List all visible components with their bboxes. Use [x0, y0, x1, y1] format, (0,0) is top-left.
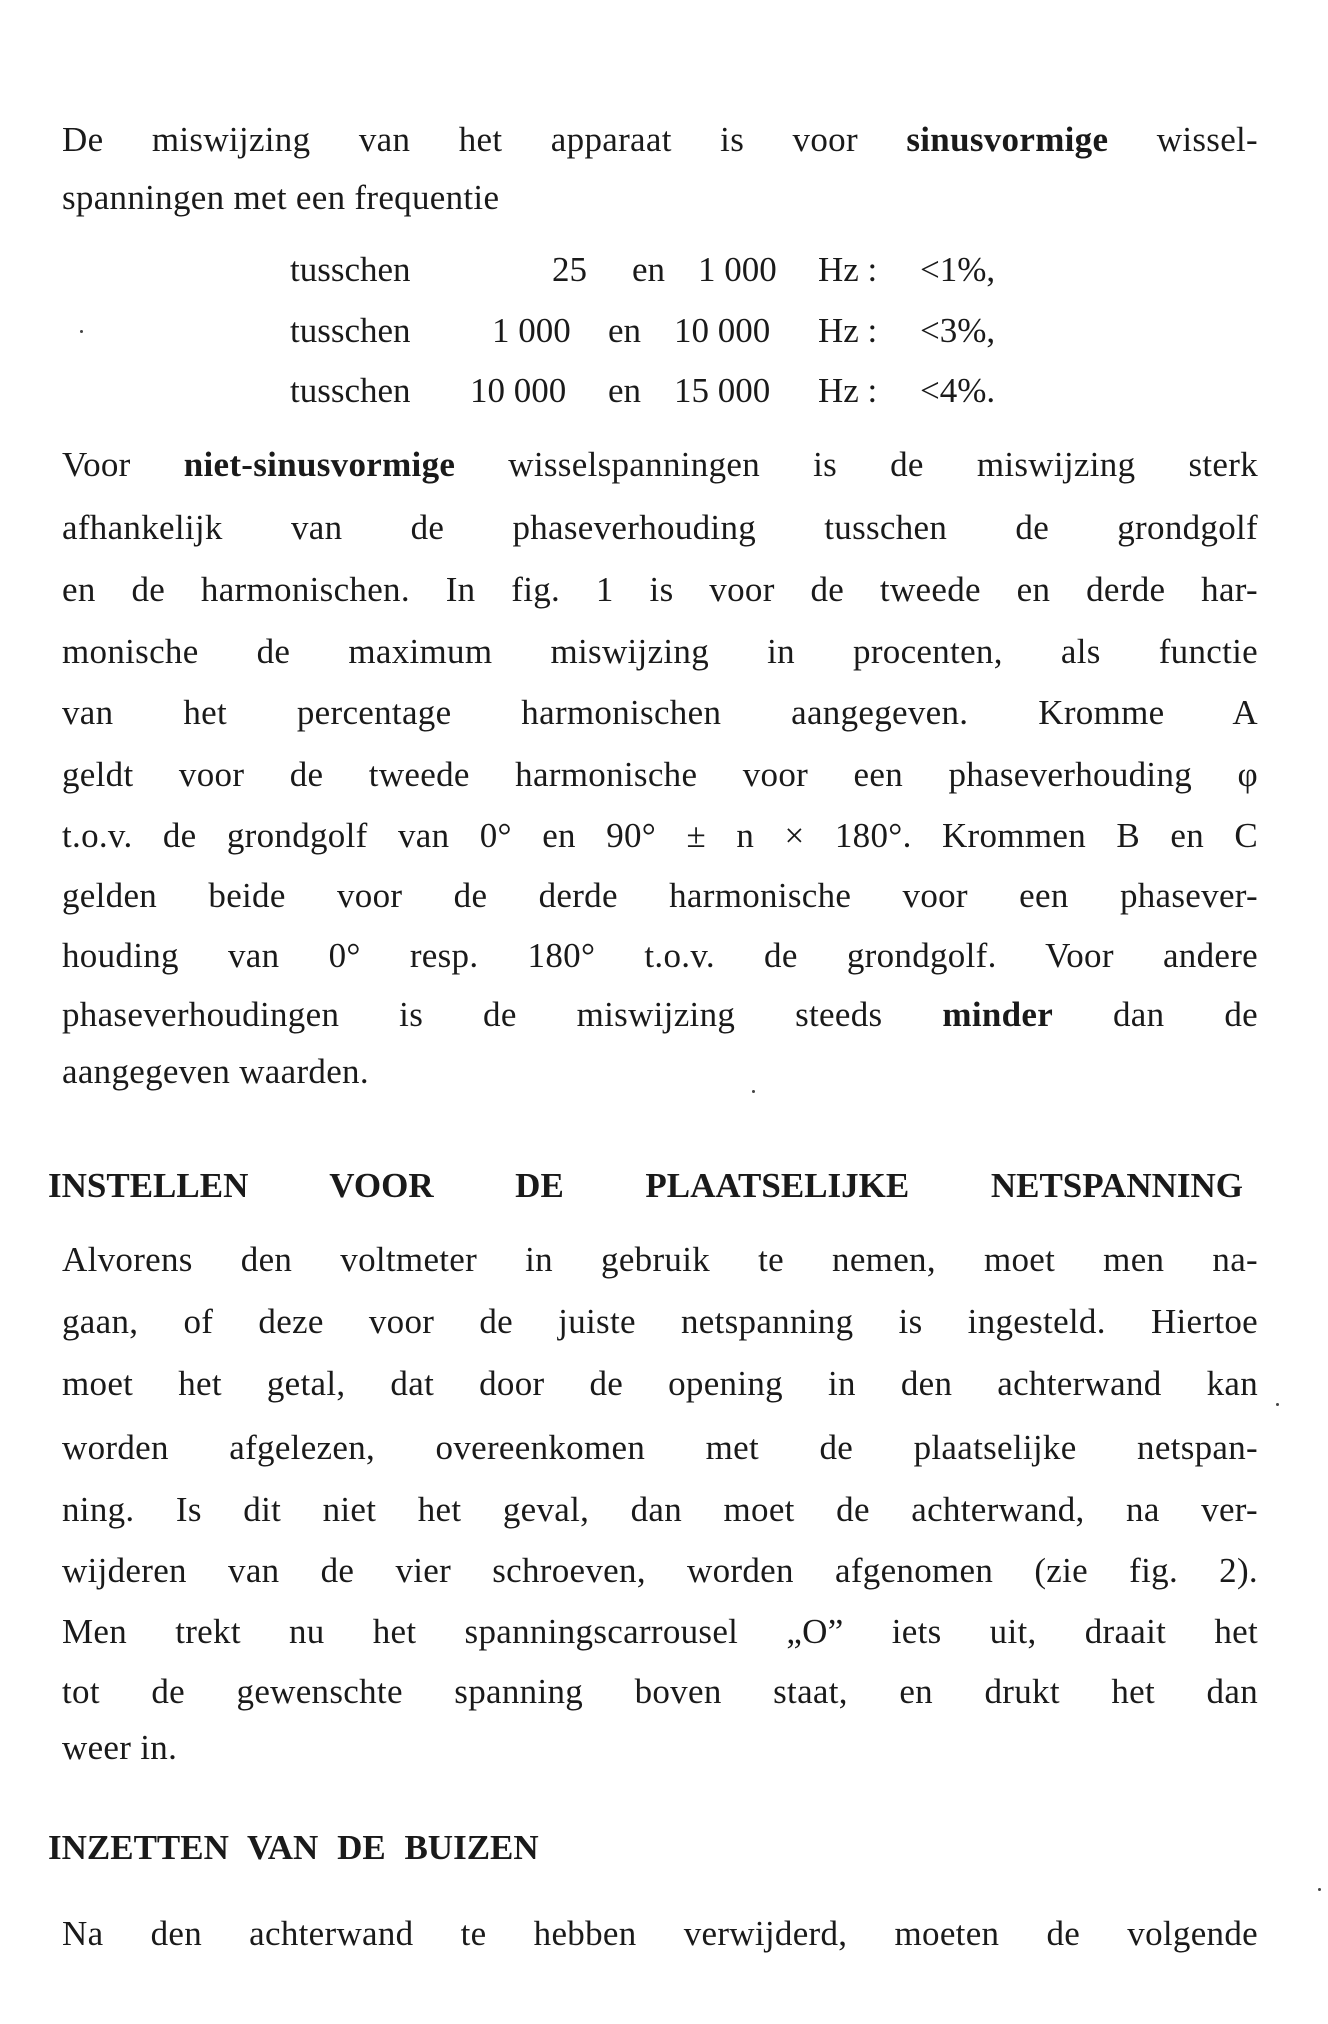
- text-line: geldt voor de tweede harmonische voor een phaseverhouding φ: [62, 755, 1258, 794]
- en: en: [608, 371, 642, 410]
- text-line: wijderen van de vier schroeven, worden afgenomen (zie fig. 2).: [62, 1551, 1258, 1590]
- en: en: [608, 311, 642, 350]
- text-line: [62, 995, 1258, 1035]
- text: phaseverhoudingen is de miswijzing steeds: [62, 995, 943, 1034]
- value: <1%,: [920, 250, 996, 289]
- text-line: gelden beide voor de derde harmonische voor een phasever-: [62, 876, 1258, 915]
- value: <4%.: [920, 371, 996, 410]
- text-line: en de harmonischen. In fig. 1 is voor de tweede en derde har-: [62, 570, 1258, 609]
- text-line: gaan, of deze voor de juiste netspanning is ingesteld. Hiertoe: [62, 1302, 1258, 1341]
- text: wisselspanningen is de miswijzing sterk: [455, 445, 1259, 484]
- text-line: houding van 0° resp. 180° t.o.v. de grondgolf. Voor andere: [62, 936, 1258, 975]
- scan-speck: [752, 1090, 755, 1093]
- text: dan de: [1053, 995, 1258, 1034]
- text-line: aangegeven waarden.: [62, 1052, 369, 1091]
- unit: Hz :: [818, 311, 878, 350]
- en: en: [632, 250, 666, 289]
- from: 1 000: [492, 311, 571, 350]
- text-line: [62, 120, 1258, 160]
- text-line: moet het getal, dat door de opening in den achterwand kan: [62, 1364, 1258, 1403]
- scan-speck: [1318, 1888, 1321, 1891]
- text: wissel-: [1108, 120, 1259, 159]
- text-line: van het percentage harmonischen aangegeven. Kromme A: [62, 693, 1258, 732]
- value: <3%,: [920, 311, 996, 350]
- scan-speck: [80, 330, 83, 333]
- text: Voor: [62, 445, 184, 484]
- from: 25: [552, 250, 587, 289]
- label: tusschen: [290, 371, 411, 410]
- text-line: ning. Is dit niet het geval, dan moet de achterwand, na ver-: [62, 1490, 1258, 1529]
- text-line: spanningen met een frequentie: [62, 178, 500, 217]
- section-heading-tubes: INZETTEN VAN DE BUIZEN: [48, 1828, 539, 1867]
- text: De miswijzing van het apparaat is voor: [62, 120, 907, 159]
- unit: Hz :: [818, 250, 878, 289]
- bold-text: minder: [942, 995, 1054, 1034]
- from: 10 000: [470, 371, 567, 410]
- unit: Hz :: [818, 371, 878, 410]
- label: tusschen: [290, 250, 411, 289]
- text-line: monische de maximum miswijzing in procenten, als functie: [62, 632, 1258, 671]
- to: 15 000: [674, 371, 771, 410]
- text-line: Men trekt nu het spanningscarrousel „O” iets uit, draait het: [62, 1612, 1258, 1651]
- text-line: worden afgelezen, overeenkomen met de plaatselijke netspan-: [62, 1428, 1258, 1467]
- to: 1 000: [698, 250, 777, 289]
- text-line: tot de gewenschte spanning boven staat, en drukt het dan: [62, 1672, 1258, 1711]
- text-line: Na den achterwand te hebben verwijderd, moeten de volgende: [62, 1914, 1258, 1953]
- bold-text: sinusvormige: [906, 120, 1109, 159]
- text-line: afhankelijk van de phaseverhouding tusschen de grondgolf: [62, 508, 1258, 547]
- text-line: t.o.v. de grondgolf van 0° en 90° ± n × 180°. Krommen B en C: [62, 816, 1258, 855]
- label: tusschen: [290, 311, 411, 350]
- text-line: Alvorens den voltmeter in gebruik te nemen, moet men na-: [62, 1240, 1258, 1279]
- bold-text: niet-sinusvormige: [183, 445, 456, 484]
- section-heading-mains-voltage: INSTELLEN VOOR DE PLAATSELIJKE NETSPANNING: [48, 1166, 1243, 1205]
- text-line: weer in.: [62, 1728, 178, 1767]
- text-line: [62, 445, 1258, 485]
- to: 10 000: [674, 311, 771, 350]
- scan-speck: [1276, 1403, 1279, 1406]
